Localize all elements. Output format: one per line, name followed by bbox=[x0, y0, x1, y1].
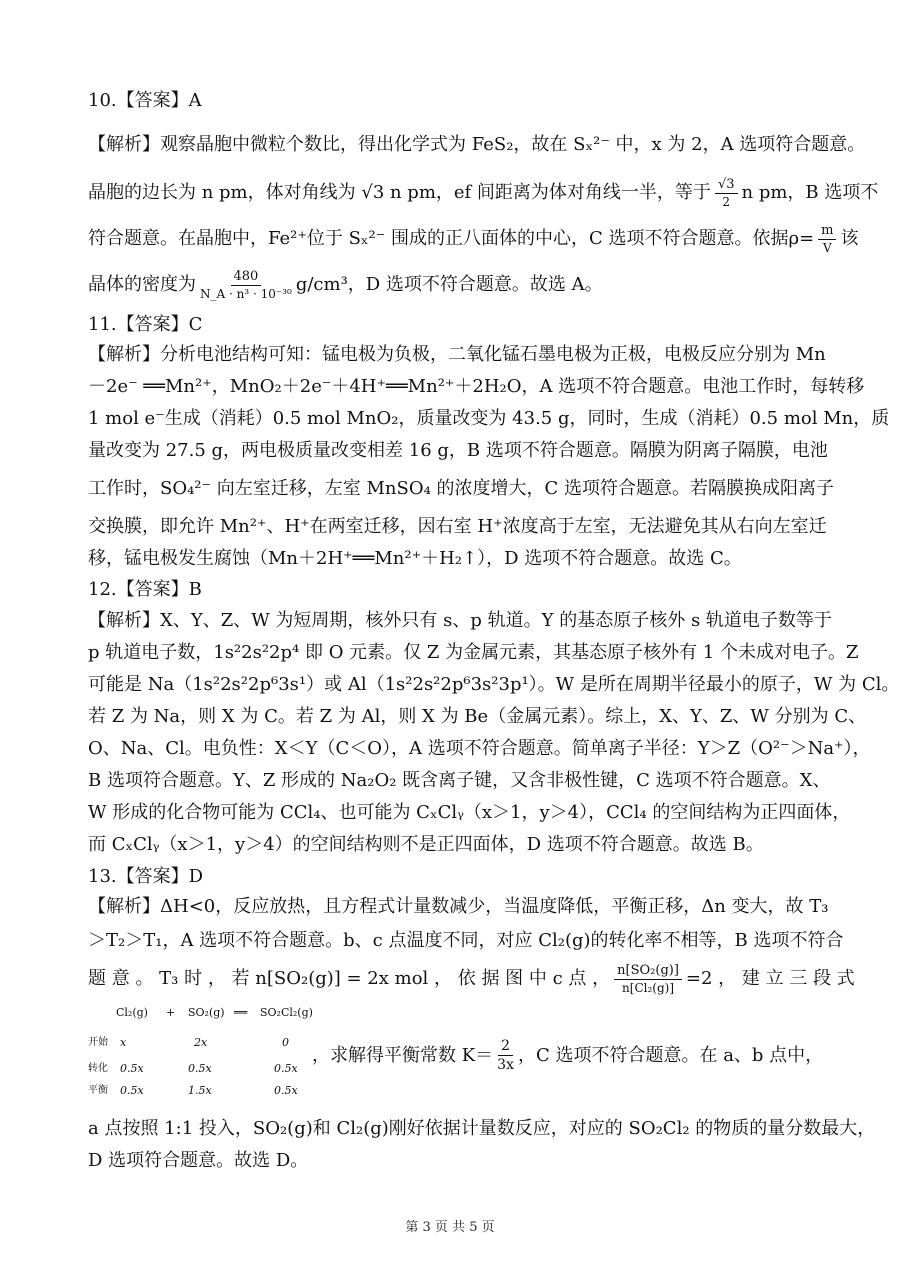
fraction-denominator: N_A · n³ · 10⁻³⁰ bbox=[200, 287, 292, 301]
fraction-numerator: 480 bbox=[231, 270, 262, 286]
text-span: =2 ， 建 立 三 段 式 bbox=[685, 968, 855, 989]
fraction bbox=[200, 270, 292, 300]
fraction-denominator: 2 bbox=[722, 195, 731, 209]
q11-analysis-line: 工作时，SO₄²⁻ 向左室迁移，左室 MnSO₄ 的浓度增大，C 选项符合题意。若隔膜换成阳离子 bbox=[88, 478, 835, 499]
q10-answer: 10.【答案】A bbox=[88, 90, 202, 111]
fraction bbox=[614, 964, 682, 994]
text-span: ，C 选项不符合题意。在 a、b 点中， bbox=[517, 1044, 824, 1066]
text-span: 晶体的密度为 bbox=[88, 274, 196, 295]
table-cell: 0.5x bbox=[188, 1062, 212, 1075]
fraction-denominator: n[Cl₂(g)] bbox=[622, 981, 675, 995]
q12-analysis-line: B 选项符合题意。Y、Z 形成的 Na₂O₂ 既含离子键，又含非极性键，C 选项不符合题意。X、 bbox=[88, 770, 831, 791]
q11-analysis-line: 【解析】分析电池结构可知：锰电极为负极，二氧化锰石墨电极为正极，电极反应分别为 Mn bbox=[88, 344, 826, 365]
q10-analysis-line bbox=[88, 223, 859, 255]
page-footer: 第 3 页 共 5 页 bbox=[405, 1220, 495, 1235]
q12-analysis-line: O、Na、Cl。电负性：X＜Y（C＜O），A 选项不符合题意。简单离子半径：Y＞Z（O²⁻＞Na⁺）， bbox=[88, 738, 871, 759]
fraction-denominator: 3x bbox=[497, 1057, 514, 1073]
q13-analysis-line: D 选项符合题意。故选 D。 bbox=[88, 1150, 309, 1171]
q13-analysis-line bbox=[312, 1039, 832, 1072]
q11-analysis-line: 移，锰电极发生腐蚀（Mn＋2H⁺══Mn²⁺＋H₂↑），D 选项不符合题意。故选 C。 bbox=[88, 548, 742, 569]
q13-answer: 13.【答案】D bbox=[88, 866, 204, 887]
row-label: 转化 bbox=[88, 1063, 108, 1074]
table-cell: x bbox=[120, 1036, 127, 1049]
fraction bbox=[818, 224, 836, 254]
table-cell: 2x bbox=[194, 1036, 208, 1049]
text-span: g/cm³，D 选项不符合题意。故选 A。 bbox=[295, 274, 603, 295]
q10-analysis-line bbox=[88, 177, 879, 209]
q12-answer: 12.【答案】B bbox=[88, 579, 202, 600]
q13-analysis-line: ＞T₂＞T₁，A 选项不符合题意。b、c 点温度不同，对应 Cl₂(g)的转化率不相等，B 选项不符合 bbox=[88, 930, 844, 951]
q12-analysis-line: p 轨道电子数，1s²2s²2p⁴ 即 O 元素。仅 Z 为金属元素，其基态原子核外有 1 个未成对电子。Z bbox=[88, 642, 859, 663]
row-label: 开始 bbox=[88, 1037, 108, 1048]
fraction-denominator: V bbox=[822, 241, 832, 255]
fraction bbox=[715, 178, 738, 208]
q11-analysis-line: 1 mol e⁻生成（消耗）0.5 mol MnO₂，质量改变为 43.5 g，同时，生成（消耗）0.5 mol Mn，质 bbox=[88, 408, 890, 429]
table-cell: 0.5x bbox=[274, 1062, 298, 1075]
text-span: n pm，B 选项不 bbox=[741, 182, 879, 203]
text-span: 该 bbox=[840, 228, 859, 249]
q12-analysis-line: W 形成的化合物可能为 CCl₄、也可能为 CₓClᵧ（x＞1，y＞4），CCl₄ 的空间结构为正四面体， bbox=[88, 802, 851, 823]
fraction bbox=[497, 1039, 514, 1072]
q13-analysis-line: 【解析】ΔH<0，反应放热，且方程式计量数减少，当温度降低，平衡正移，Δn 变大，故 T₃ bbox=[88, 896, 829, 917]
q12-analysis-line: 可能是 Na（1s²2s²2p⁶3s¹）或 Al（1s²2s²2p⁶3s²3p¹）。W 是所在周期半径最小的原子，W 为 Cl。 bbox=[88, 674, 900, 695]
q11-answer: 11.【答案】C bbox=[88, 314, 203, 335]
eq-species: SO₂(g) bbox=[188, 1006, 225, 1019]
text-span: 题 意 。 T₃ 时 ， 若 n[SO₂(g)] = 2x mol ， 依 据 图 中 c 点 ， bbox=[88, 968, 611, 989]
row-label: 平衡 bbox=[88, 1085, 108, 1096]
q12-analysis-line: 若 Z 为 Na，则 X 为 C。若 Z 为 Al，则 X 为 Be（金属元素）。综上，X、Y、Z、W 分别为 C、 bbox=[88, 706, 867, 727]
q12-analysis-line: 而 CₓClᵧ（x＞1，y＞4）的空间结构则不是正四面体，D 选项不符合题意。故选 B。 bbox=[88, 834, 764, 855]
text-span: ，求解得平衡常数 K＝ bbox=[312, 1044, 494, 1066]
fraction-numerator: √3 bbox=[715, 178, 738, 194]
table-cell: 0.5x bbox=[120, 1062, 144, 1075]
table-cell: 0.5x bbox=[120, 1084, 144, 1097]
fraction-numerator: 2 bbox=[498, 1039, 513, 1056]
table-cell: 0 bbox=[282, 1036, 289, 1049]
q13-analysis-line bbox=[88, 963, 855, 995]
q11-analysis-line: 量改变为 27.5 g，两电极质量改变相差 16 g，B 选项不符合题意。隔膜为阴离子隔膜，电池 bbox=[88, 440, 828, 461]
table-cell: 0.5x bbox=[274, 1084, 298, 1097]
q10-analysis-line: 【解析】观察晶胞中微粒个数比，得出化学式为 FeS₂，故在 Sₓ²⁻ 中，x 为 2，A 选项符合题意。 bbox=[88, 134, 866, 155]
eq-species: SO₂Cl₂(g) bbox=[260, 1006, 313, 1019]
q12-analysis-line: 【解析】X、Y、Z、W 为短周期，核外只有 s、p 轨道。Y 的基态原子核外 s 轨道电子数等于 bbox=[88, 610, 832, 631]
eq-arrow: ══ bbox=[234, 1006, 248, 1019]
q11-analysis-line: －2e⁻ ══Mn²⁺，MnO₂＋2e⁻＋4H⁺══Mn²⁺＋2H₂O，A 选项不符合题意。电池工作时，每转移 bbox=[88, 376, 865, 397]
eq-species: Cl₂(g) bbox=[116, 1006, 148, 1019]
fraction-numerator: n[SO₂(g)] bbox=[614, 964, 682, 980]
table-cell: 1.5x bbox=[188, 1084, 212, 1097]
fraction-numerator: m bbox=[818, 224, 836, 240]
q13-analysis-line: a 点按照 1:1 投入，SO₂(g)和 Cl₂(g)刚好依据计量数反应，对应的 SO₂Cl₂ 的物质的量分数最大， bbox=[88, 1118, 876, 1139]
q10-analysis-line bbox=[88, 270, 828, 300]
q11-analysis-line: 交换膜，即允许 Mn²⁺、H⁺在两室迁移，因右室 H⁺浓度高于左室，无法避免其从右向左室迁 bbox=[88, 516, 827, 537]
text-span: 晶胞的边长为 n pm，体对角线为 √3 n pm，ef 间距离为体对角线一半，等于 bbox=[88, 182, 711, 203]
text-span: 符合题意。在晶胞中，Fe²⁺位于 Sₓ²⁻ 围成的正八面体的中心，C 选项不符合题意。依据ρ= bbox=[88, 228, 815, 249]
eq-plus: + bbox=[166, 1006, 176, 1019]
